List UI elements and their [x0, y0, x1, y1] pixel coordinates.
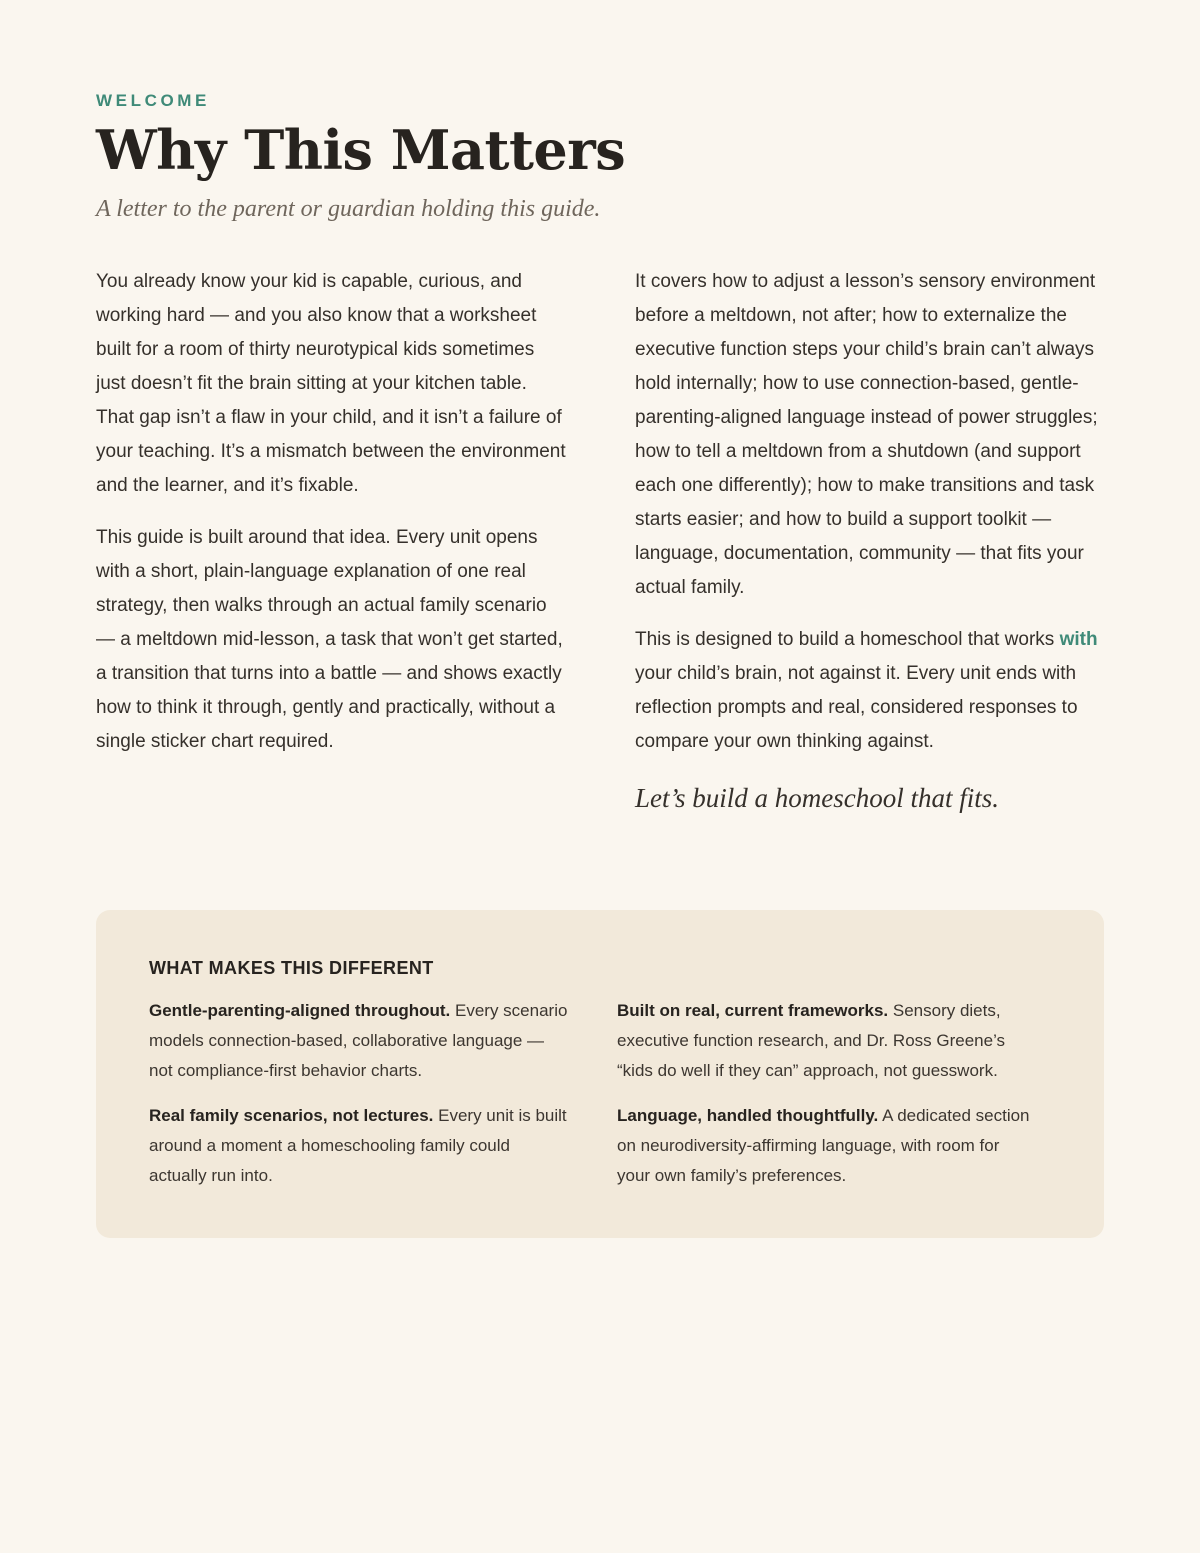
page-subtitle: A letter to the parent or guardian holding this guide. — [96, 196, 601, 222]
page-title: Why This Matters — [96, 118, 626, 182]
letter-left-column — [96, 265, 566, 777]
feature-title: Built on real, current frameworks. — [617, 1001, 889, 1020]
features-heading: WHAT MAKES THIS DIFFERENT — [149, 958, 434, 978]
paragraph-text: This is designed to build a homeschool that works — [635, 629, 1060, 650]
letter-signoff: Let’s build a homeschool that fits. — [635, 783, 1000, 813]
feature-item — [617, 1101, 1037, 1191]
letter-paragraph: You already know your kid is capable, curious, and working hard — and you also know that a worksheet built for a room of thirty neurotypical kids sometimes just doesn’t fit the brain sitting at your kitchen table. That gap isn’t a flaw in your child, and it isn’t a failure of your teaching. It’s a mismatch between the environment and the learner, and it’s fixable. — [96, 271, 566, 496]
feature-text: Every unit is built around a moment a homeschooling family could actually run into. — [149, 1106, 567, 1185]
paragraph-text: your child’s brain, not against it. Every unit ends with reflection prompts and real, considered responses to compare your own thinking against. — [635, 663, 1078, 752]
feature-text: Every scenario models connection-based, collaborative language — not compliance-first behavior charts. — [149, 1001, 568, 1080]
letter-paragraph — [635, 623, 1105, 759]
feature-title: Gentle-parenting-aligned throughout. — [149, 1001, 451, 1020]
letter-paragraph: It covers how to adjust a lesson’s sensory environment before a meltdown, not after; how to externalize the executive function steps your child’s brain can’t always hold internally; how to use connection-based, gentle-parenting-aligned language instead of power struggles; how to tell a meltdown from a shutdown (and support each one differently); how to make transitions and task starts easier; and how to build a support toolkit — language, documentation, community — that fits your actual family. — [635, 271, 1098, 598]
feature-text: Sensory diets, executive function research, and Dr. Ross Greene’s “kids do well if they can” approach, not guesswork. — [617, 1001, 1006, 1080]
accent-word: with — [1059, 629, 1098, 650]
eyebrow-label: WELCOME — [96, 91, 210, 110]
feature-item — [617, 996, 1037, 1086]
feature-item — [149, 996, 569, 1086]
feature-title: Language, handled thoughtfully. — [617, 1106, 879, 1125]
feature-title: Real family scenarios, not lectures. — [149, 1106, 434, 1125]
letter-right-column — [635, 265, 1105, 815]
letter-paragraph: This guide is built around that idea. Every unit opens with a short, plain-language explanation of one real strategy, then walks through an actual family scenario — a meltdown mid-lesson, a task that won’t get started, a transition that turns into a battle — and shows exactly how to think it through, gently and practically, without a single sticker chart required. — [96, 527, 563, 752]
feature-item — [149, 1101, 569, 1191]
feature-text: A dedicated section on neurodiversity-affirming language, with room for your own family’s preferences. — [617, 1106, 1030, 1185]
